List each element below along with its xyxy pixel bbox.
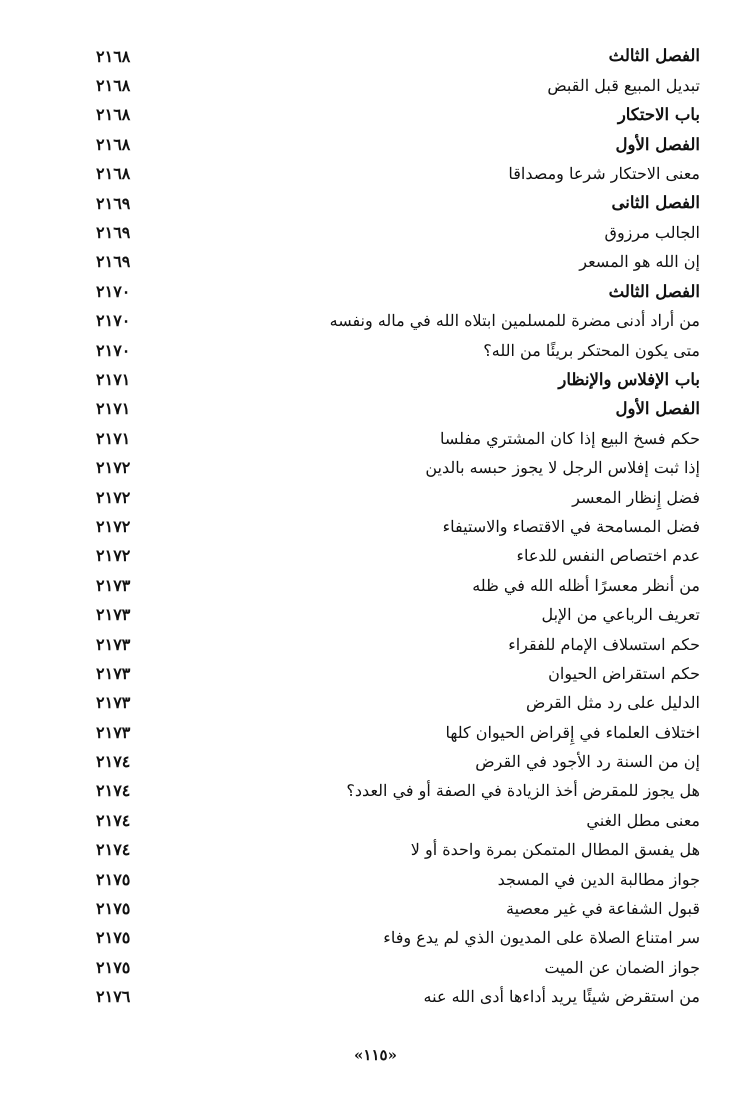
toc-entry-page: ٢١٧٠: [96, 311, 131, 331]
toc-entry-page: ٢١٦٨: [96, 76, 131, 96]
toc-entry: [96, 512, 700, 541]
toc-entry-title: حكم فسخ البيع إذا كان المشتري مفلسا: [439, 428, 700, 448]
toc-entry: [96, 130, 700, 159]
toc-entry-page: ٢١٦٨: [96, 134, 131, 154]
toc-entry: [96, 777, 700, 806]
toc-entry: [96, 71, 700, 100]
toc-entry-page: ٢١٧٢: [96, 458, 131, 478]
toc-entry-page: ٢١٧٤: [96, 810, 131, 830]
toc-entry-page: ٢١٧٥: [96, 928, 131, 948]
toc-entry-title: هل يفسق المطال المتمكن بمرة واحدة أو لا: [410, 840, 700, 860]
page-number: «١١٥»: [354, 1046, 397, 1064]
toc-entry-page: ٢١٧٤: [96, 752, 131, 772]
toc-entry-title: فضل إِنظار المعسر: [572, 487, 700, 507]
table-of-contents: [96, 42, 700, 1012]
toc-entry-title: عدم اختصاص النفس للدعاء: [516, 546, 700, 566]
toc-entry-title: إن من السنة رد الأجود في القرض: [475, 752, 700, 772]
toc-entry-page: ٢١٧١: [96, 369, 131, 389]
toc-entry: [96, 218, 700, 247]
toc-entry: [96, 659, 700, 688]
toc-entry: [96, 160, 700, 189]
toc-entry-page: ٢١٦٩: [96, 252, 131, 272]
toc-entry: [96, 277, 700, 306]
toc-entry-page: ٢١٧٥: [96, 899, 131, 919]
toc-entry: [96, 718, 700, 747]
toc-entry: [96, 189, 700, 218]
toc-entry-title: فضل المسامحة في الاقتصاء والاستيفاء: [442, 516, 700, 536]
toc-entry: [96, 806, 700, 835]
toc-entry-page: ٢١٧٣: [96, 663, 131, 683]
toc-entry: [96, 248, 700, 277]
toc-entry-page: ٢١٧٣: [96, 693, 131, 713]
toc-entry-title: جواز الضمان عن الميت: [544, 957, 700, 977]
toc-entry-page: ٢١٧٠: [96, 281, 131, 301]
toc-entry: [96, 924, 700, 953]
toc-section-heading: باب الإفلاس والإنظار: [558, 369, 700, 389]
toc-entry-title: جواز مطالبة الدين في المسجد: [497, 869, 700, 889]
toc-entry-title: قبول الشفاعة في غير معصية: [506, 899, 700, 919]
toc-entry-page: ٢١٦٩: [96, 193, 131, 213]
toc-entry: [96, 836, 700, 865]
toc-entry: [96, 689, 700, 718]
toc-entry: [96, 571, 700, 600]
toc-entry-page: ٢١٧٦: [96, 987, 131, 1007]
toc-entry-page: ٢١٧٢: [96, 487, 131, 507]
toc-entry-title: حكم استسلاف الإمام للفقراء: [508, 634, 700, 654]
toc-entry: [96, 453, 700, 482]
toc-entry-page: ٢١٦٨: [96, 46, 131, 66]
toc-section-heading: الفصل الثالث: [608, 281, 700, 301]
toc-entry: [96, 865, 700, 894]
toc-entry: [96, 101, 700, 130]
toc-entry-page: ٢١٧٠: [96, 340, 131, 360]
toc-entry-page: ٢١٧١: [96, 428, 131, 448]
toc-section-heading: الفصل الأول: [615, 134, 700, 154]
toc-entry: [96, 365, 700, 394]
toc-entry-title: من أراد أدنى مضرة للمسلمين ابتلاه الله في ماله ونفسه: [329, 311, 700, 331]
toc-section-heading: الفصل الثانى: [611, 193, 700, 213]
toc-entry: [96, 336, 700, 365]
toc-entry-title: من أنظر معسرًا أظله الله في ظله: [472, 575, 700, 595]
toc-entry-page: ٢١٧٣: [96, 605, 131, 625]
toc-entry-title: متى يكون المحتكر بريئًا من الله؟: [483, 340, 700, 360]
toc-entry: [96, 395, 700, 424]
toc-entry-page: ٢١٧٢: [96, 516, 131, 536]
toc-entry: [96, 894, 700, 923]
toc-entry-page: ٢١٦٨: [96, 164, 131, 184]
toc-section-heading: باب الاحتكار: [617, 105, 700, 125]
toc-entry: [96, 42, 700, 71]
toc-entry-page: ٢١٦٩: [96, 223, 131, 243]
toc-entry-title: معنى مطل الغني: [586, 810, 700, 830]
toc-entry: [96, 747, 700, 776]
toc-entry-page: ٢١٧٤: [96, 781, 131, 801]
toc-entry-title: الدليل على رد مثل القرض: [525, 693, 700, 713]
toc-entry-title: إذا ثبت إفلاس الرجل لا يجوز حبسه بالدين: [425, 458, 700, 478]
toc-entry-page: ٢١٦٨: [96, 105, 131, 125]
toc-entry-page: ٢١٧٤: [96, 840, 131, 860]
toc-entry-page: ٢١٧٢: [96, 546, 131, 566]
toc-entry-title: حكم استقراض الحيوان: [548, 663, 700, 683]
toc-entry-title: تبديل المبيع قبل القبض: [547, 76, 700, 96]
toc-entry-title: اختلاف العلماء في إِقراض الحيوان كلها: [445, 722, 700, 742]
toc-entry-title: سر امتناع الصلاة على المديون الذي لم يدع وفاء: [383, 928, 700, 948]
toc-entry: [96, 983, 700, 1012]
toc-section-heading: الفصل الثالث: [608, 46, 700, 66]
toc-entry: [96, 483, 700, 512]
toc-entry: [96, 953, 700, 982]
toc-entry-page: ٢١٧٣: [96, 575, 131, 595]
toc-entry-page: ٢١٧٥: [96, 869, 131, 889]
toc-section-heading: الفصل الأول: [615, 399, 700, 419]
toc-entry-title: تعريف الرباعي من الإبل: [541, 605, 700, 625]
toc-entry-title: معنى الاحتكار شرعا ومصداقا: [508, 164, 700, 184]
toc-entry-page: ٢١٧٥: [96, 957, 131, 977]
toc-entry-title: من استقرض شيئًا يريد أداءها أدى الله عنه: [423, 987, 700, 1007]
toc-entry-page: ٢١٧٣: [96, 722, 131, 742]
toc-entry-title: إن الله هو المسعر: [579, 252, 700, 272]
toc-entry-title: هل يجوز للمقرض أخذ الزيادة في الصفة أو في العدد؟: [346, 781, 700, 801]
toc-entry-page: ٢١٧٣: [96, 634, 131, 654]
toc-entry: [96, 630, 700, 659]
toc-entry: [96, 424, 700, 453]
toc-entry-title: الجالب مرزوق: [604, 223, 700, 243]
toc-entry: [96, 542, 700, 571]
toc-entry: [96, 600, 700, 629]
toc-entry: [96, 307, 700, 336]
toc-entry-page: ٢١٧١: [96, 399, 131, 419]
